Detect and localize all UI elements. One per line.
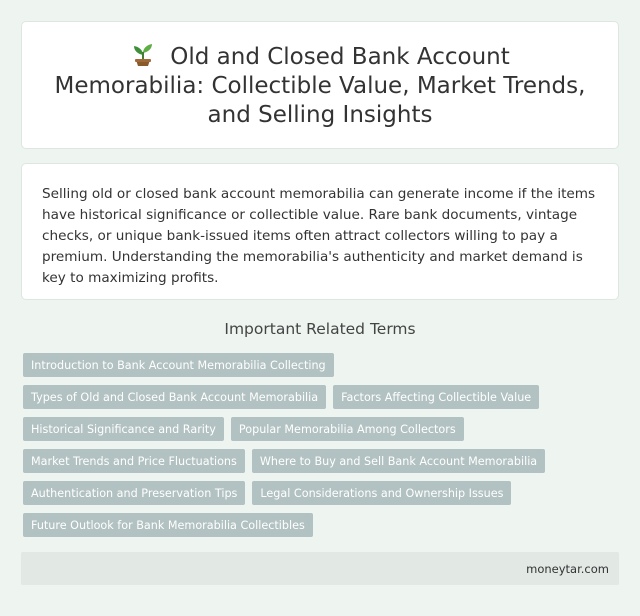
page-title (52, 41, 588, 130)
related-terms-row (23, 481, 623, 505)
related-term-tag[interactable]: Where to Buy and Sell Bank Account Memorabilia (252, 449, 545, 473)
related-term-tag[interactable]: Popular Memorabilia Among Collectors (231, 417, 464, 441)
related-term-tag[interactable]: Future Outlook for Bank Memorabilia Collectibles (23, 513, 313, 537)
related-term-tag[interactable]: Factors Affecting Collectible Value (333, 385, 539, 409)
related-terms-row (23, 353, 623, 377)
related-terms-row (23, 513, 623, 537)
related-terms-heading: Important Related Terms (224, 320, 416, 338)
sprout-icon (130, 41, 156, 67)
related-term-tag[interactable]: Authentication and Preservation Tips (23, 481, 245, 505)
related-term-tag[interactable]: Introduction to Bank Account Memorabilia Collecting (23, 353, 334, 377)
summary-text: Selling old or closed bank account memorabilia can generate income if the items have historical significance or collectible value. Rare bank documents, vintage checks, or unique bank-issued items often attract collectors willing to pay a premium. Understanding the memorabilia's authenticity and market demand is key to maximizing profits. (42, 186, 596, 286)
footer (21, 552, 619, 585)
related-terms-list (23, 353, 623, 545)
related-term-tag[interactable]: Types of Old and Closed Bank Account Memorabilia (23, 385, 326, 409)
related-term-tag[interactable]: Historical Significance and Rarity (23, 417, 224, 441)
related-term-tag[interactable]: Market Trends and Price Fluctuations (23, 449, 245, 473)
footer-site[interactable]: moneytar.com (526, 561, 609, 576)
related-terms-row (23, 417, 623, 441)
summary-card (21, 163, 619, 300)
related-terms-row (23, 385, 623, 409)
related-terms-row (23, 449, 623, 473)
page-title-text: Old and Closed Bank Account Memorabilia: Collectible Value, Market Trends, and Selling Insights (54, 43, 586, 128)
related-term-tag[interactable]: Legal Considerations and Ownership Issues (252, 481, 511, 505)
title-card (21, 21, 619, 149)
